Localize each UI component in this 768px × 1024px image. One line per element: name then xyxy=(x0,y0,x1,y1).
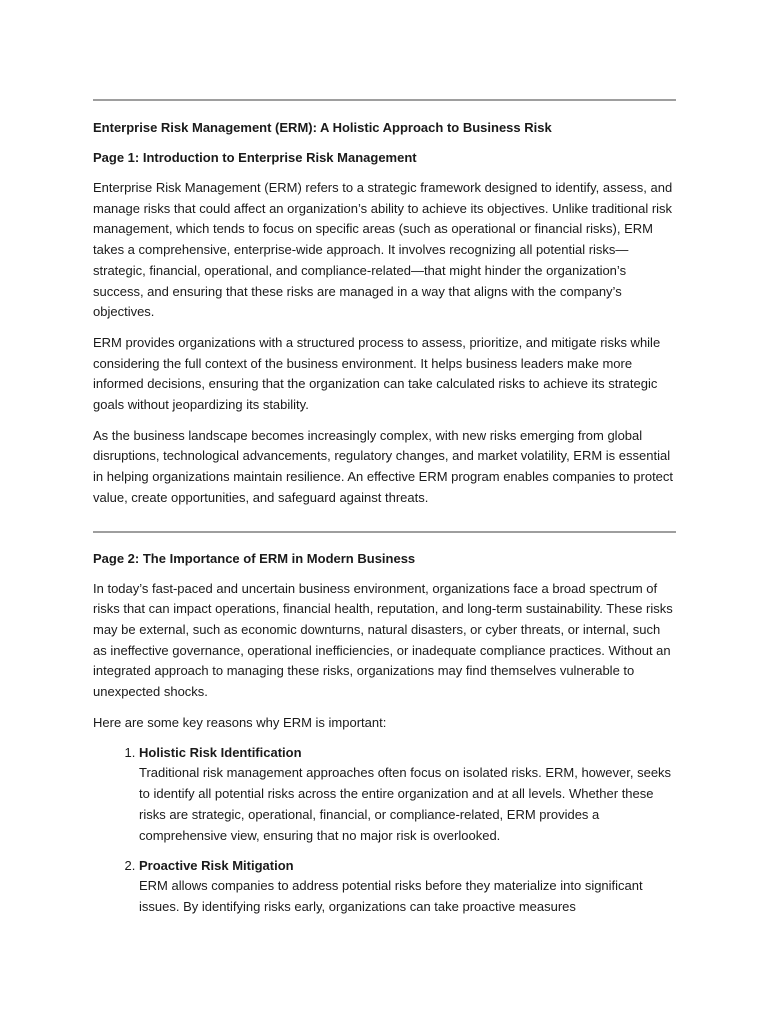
list-item xyxy=(139,743,676,846)
list-item-text: ERM allows companies to address potential risks before they materialize into significant issues. By identifying risks early, organizations can take proactive measures xyxy=(139,878,643,914)
page2-paragraph: Here are some key reasons why ERM is important: xyxy=(93,714,387,730)
list-item-title: 2. Proactive Risk Mitigation xyxy=(139,858,294,874)
page-divider xyxy=(93,531,676,533)
top-divider xyxy=(93,99,676,101)
page1-paragraph: ERM provides organizations with a structured process to assess, prioritize, and mitigate risks while considering the full context of the business environment. It helps business leaders make more informed decisions, ensuring that the organization can take calculated risks to achieve its strategic goals without jeopardizing its stability. xyxy=(93,334,661,413)
page1-paragraph: As the business landscape becomes increasingly complex, with new risks emerging from global disruptions, technological advancements, regulatory changes, and market volatility, ERM is essential in helping organizations maintain resilience. An effective ERM program enables companies to protect value, create opportunities, and safeguard against threats. xyxy=(93,427,674,505)
list-item-title: 1. Holistic Risk Identification xyxy=(139,745,302,761)
list-item xyxy=(139,856,676,917)
page1-heading: Page 1: Introduction to Enterprise Risk Management xyxy=(93,150,417,165)
list-item-text: Traditional risk management approaches often focus on isolated risks. ERM, however, seeks to identify all potential risks across the entire organization and at all levels. Whether these risks are strategic, operational, financial, or compliance-related, ERM provides a comprehensive view, ensuring that no major risk is overlooked. xyxy=(139,765,672,843)
reasons-list xyxy=(93,743,676,917)
document-title: Enterprise Risk Management (ERM): A Holistic Approach to Business Risk xyxy=(93,120,552,135)
page2-heading: Page 2: The Importance of ERM in Modern Business xyxy=(93,550,416,566)
page2-paragraph: In today’s fast-paced and uncertain business environment, organizations face a broad spectrum of risks that can impact operations, financial health, reputation, and long-term sustainability. These risks may be external, such as economic downturns, natural disasters, or cyber threats, or internal, such as ineffective governance, operational inefficiencies, or inadequate compliance practices. Without an integrated approach to managing these risks, organizations may find themselves vulnerable to unexpected shocks. xyxy=(93,580,673,700)
page1-paragraph: Enterprise Risk Management (ERM) refers to a strategic framework designed to identify, assess, and manage risks that could affect an organization’s ability to achieve its objectives. Unlike traditional risk management, which tends to focus on specific areas (such as operational or financial risks), ERM takes a comprehensive, enterprise-wide approach. It involves recognizing all potential risks—strategic, financial, operational, and compliance-related—that might hinder the organization’s success, and ensuring that these risks are managed in a way that aligns with the company’s objectives. xyxy=(93,180,673,320)
document-page xyxy=(93,0,676,928)
